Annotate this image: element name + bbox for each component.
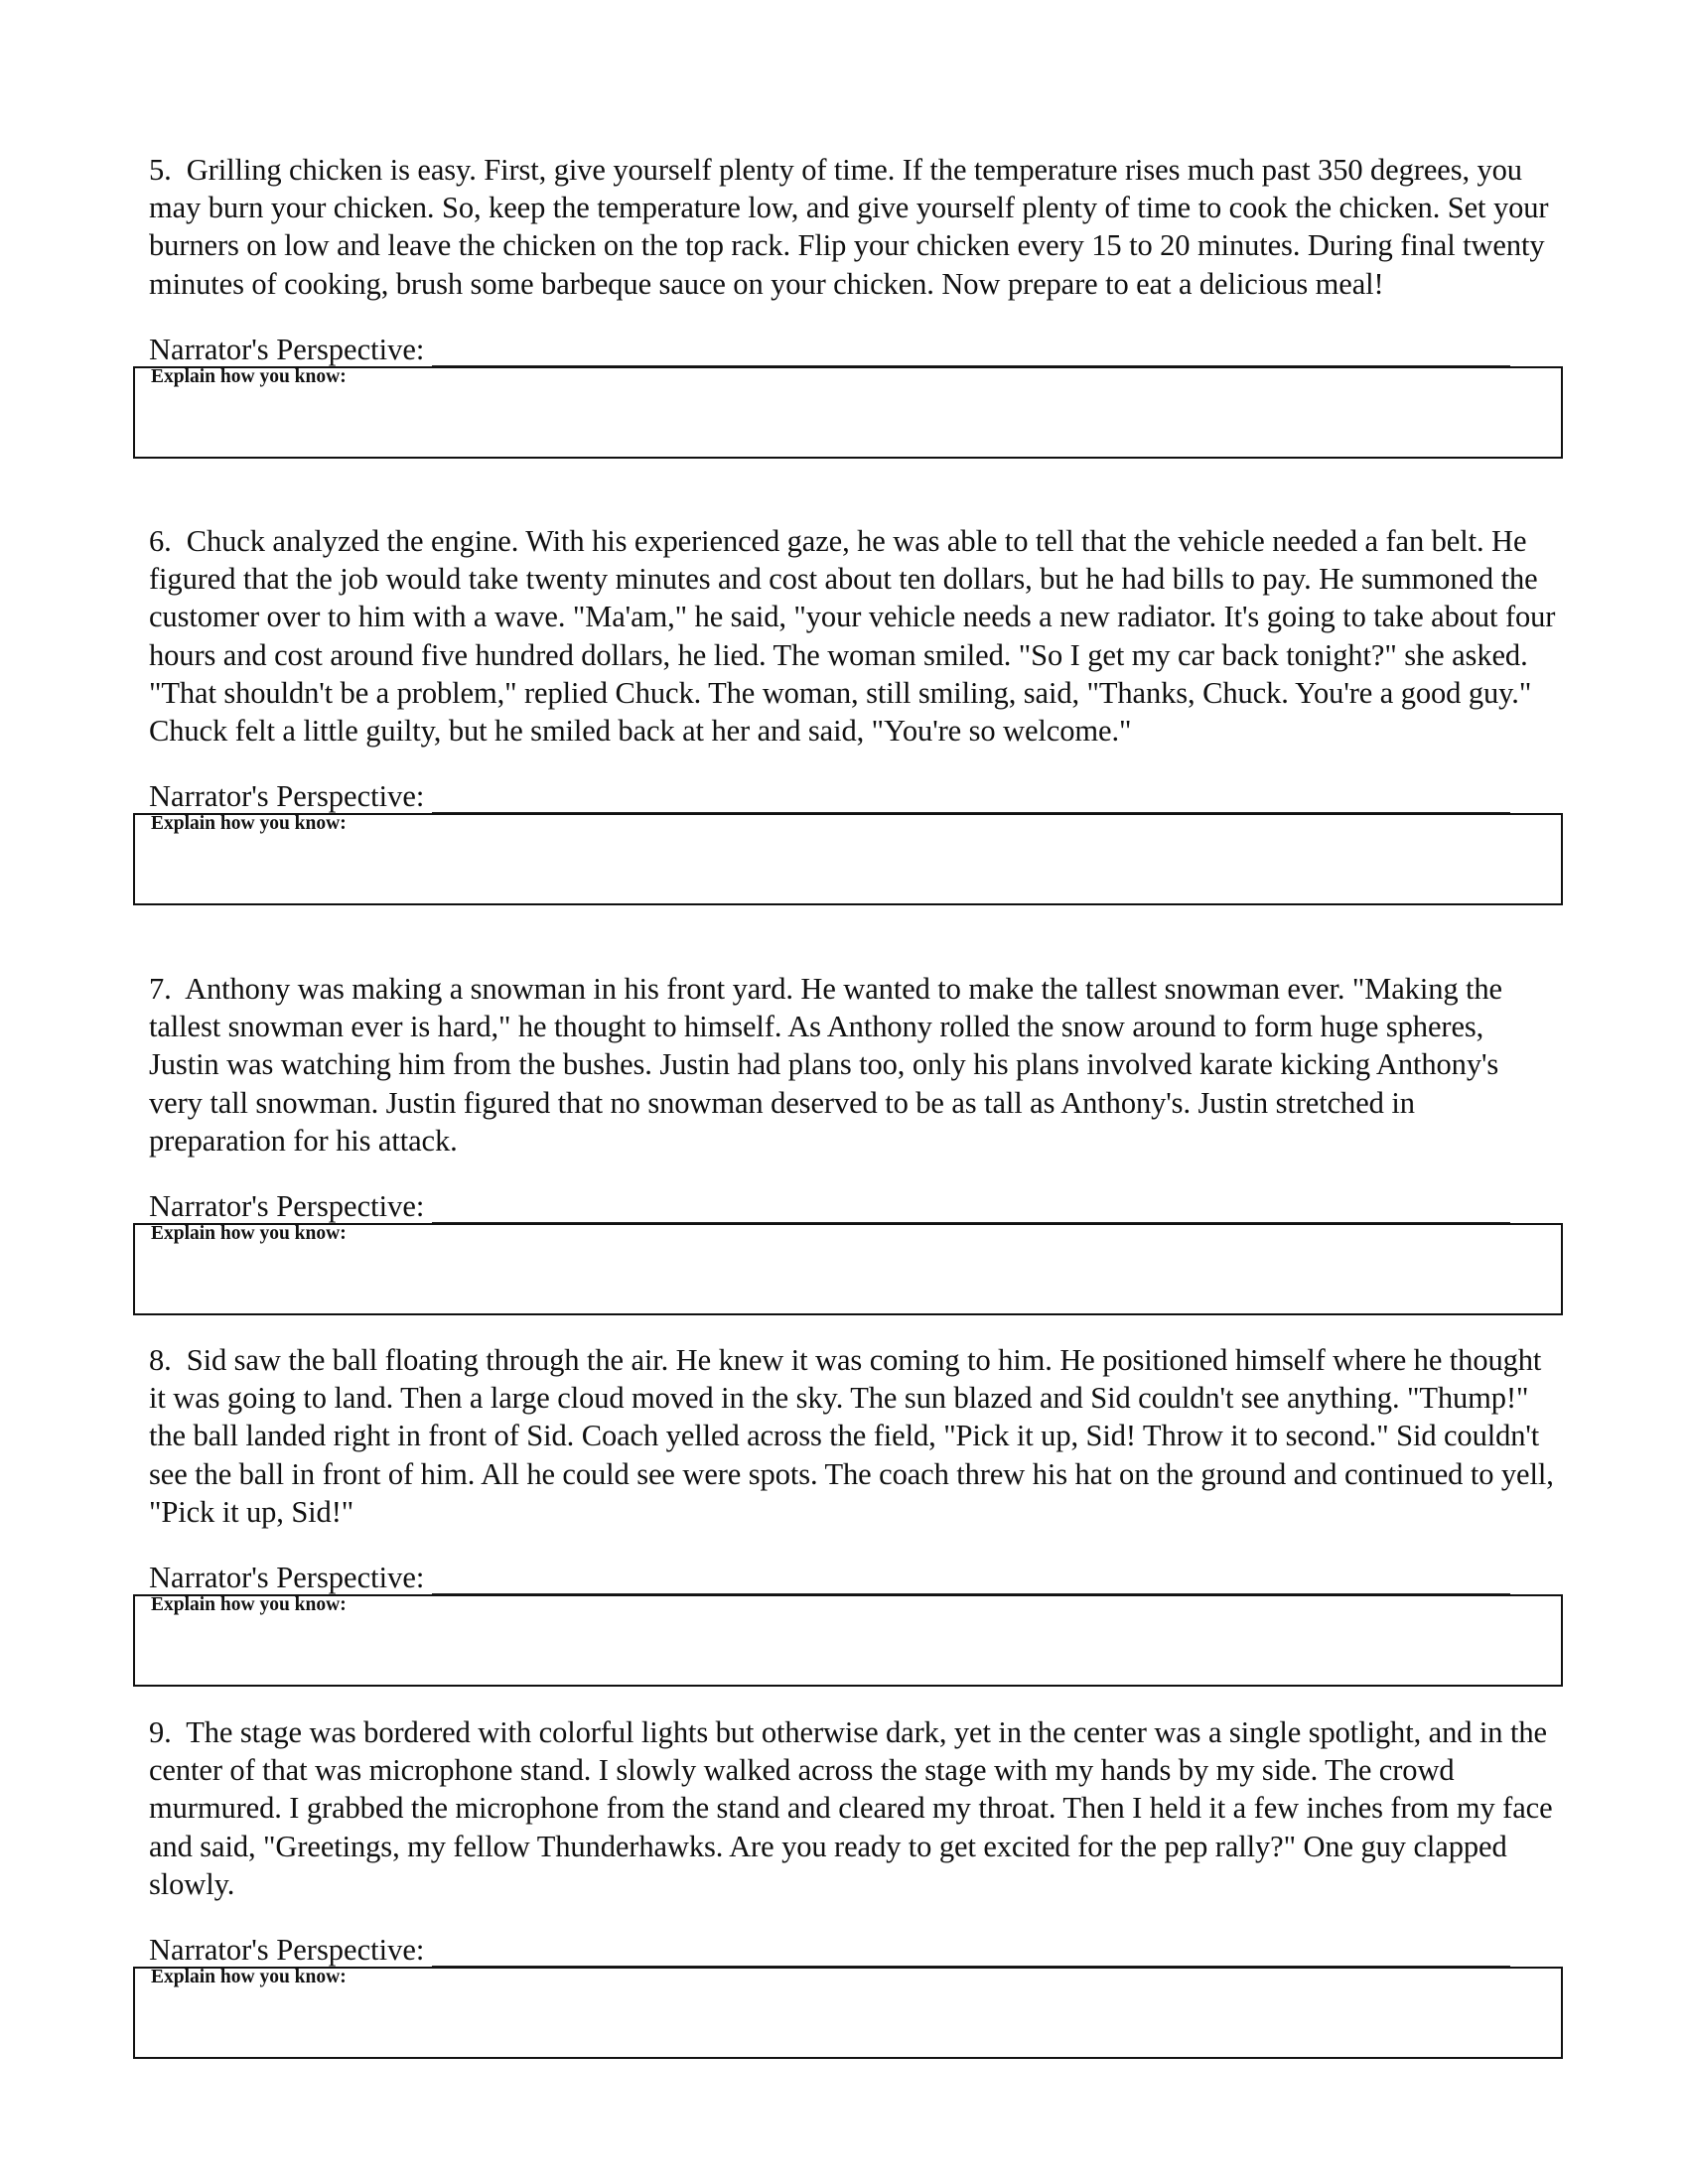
passage-text: Anthony was making a snowman in his front yard. He wanted to make the tallest snowman ever. "Making the tallest snowman ever is hard," he thought to himself. As Anthony rolled the snow around to form huge spheres, Justin was watching him from the bushes. Justin had plans too, only his plans involved karate kicking Anthony's very tall snowman. Justin figured that no snowman deserved to be as tall as Anthony's. Justin stretched in preparation for his attack.	[149, 972, 1502, 1158]
perspective-answer-line[interactable]	[432, 338, 1510, 366]
question-number: 8.	[149, 1343, 172, 1377]
perspective-label: Narrator's Perspective:	[149, 1561, 425, 1595]
question-number: 9.	[149, 1715, 172, 1749]
question-9	[133, 1713, 1565, 2059]
question-number: 6.	[149, 524, 172, 558]
passage-text: Sid saw the ball floating through the air. He knew it was coming to him. He positioned himself where he thought it was going to land. Then a large cloud moved in the sky. The sun blazed and Sid couldn't see anything. "Thump!" the ball landed right in front of Sid. Coach yelled across the field, "Pick it up, Sid! Throw it to second." Sid couldn't see the ball in front of him. All he could see were spots. The coach threw his hat on the ground and continued to yell, "Pick it up, Sid!"	[149, 1343, 1554, 1529]
passage-text: Chuck analyzed the engine. With his experienced gaze, he was able to tell that the vehicle needed a fan belt. He figured that the job would take twenty minutes and cost about ten dollars, but he had bills to pay. He summoned the customer over to him with a wave. "Ma'am," he said, "your vehicle needs a new radiator. It's going to take about four hours and cost around five hundred dollars, he lied. The woman smiled. "So I get my car back tonight?" she asked. "That shouldn't be a problem," replied Chuck. The woman, still smiling, said, "Thanks, Chuck. You're a good guy." Chuck felt a little guilty, but he smiled back at her and said, "You're so welcome."	[149, 524, 1556, 749]
question-passage	[149, 1341, 1559, 1531]
perspective-answer-line[interactable]	[432, 1938, 1510, 1967]
question-passage	[149, 151, 1559, 303]
question-passage	[149, 1713, 1559, 1903]
perspective-label: Narrator's Perspective:	[149, 332, 425, 366]
explain-answer-box[interactable]	[133, 366, 1563, 459]
perspective-answer-line[interactable]	[432, 784, 1510, 813]
perspective-row	[149, 1561, 1565, 1594]
explain-answer-box[interactable]	[133, 1967, 1563, 2059]
question-8	[133, 1341, 1565, 1687]
question-passage	[149, 970, 1559, 1160]
question-6	[133, 522, 1565, 905]
perspective-label: Narrator's Perspective:	[149, 779, 425, 814]
question-5	[133, 151, 1565, 459]
passage-text: The stage was bordered with colorful lights but otherwise dark, yet in the center was a single spotlight, and in the center of that was microphone stand. I slowly walked across the stage with my hands by my side. The crowd murmured. I grabbed the microphone from the stand and cleared my throat. Then I held it a few inches from my face and said, "Greetings, my fellow Thunderhawks. Are you ready to get excited for the pep rally?" One guy clapped slowly.	[149, 1715, 1553, 1901]
explain-label: Explain how you know:	[151, 813, 347, 835]
perspective-answer-line[interactable]	[432, 1566, 1510, 1594]
perspective-row	[149, 333, 1565, 366]
explain-label: Explain how you know:	[151, 1967, 347, 1988]
explain-label: Explain how you know:	[151, 1223, 347, 1245]
perspective-row	[149, 1933, 1565, 1967]
question-number: 5.	[149, 153, 172, 187]
explain-answer-box[interactable]	[133, 813, 1563, 905]
explain-label: Explain how you know:	[151, 365, 347, 387]
explain-answer-box[interactable]	[133, 1594, 1563, 1687]
question-number: 7.	[149, 972, 172, 1006]
perspective-row	[149, 1189, 1565, 1223]
question-7	[133, 970, 1565, 1315]
passage-text: Grilling chicken is easy. First, give yourself plenty of time. If the temperature rises much past 350 degrees, you may burn your chicken. So, keep the temperature low, and give yourself plenty of time to cook the chicken. Set your burners on low and leave the chicken on the top rack. Flip your chicken every 15 to 20 minutes. During final twenty minutes of cooking, brush some barbeque sauce on your chicken. Now prepare to eat a delicious meal!	[149, 153, 1549, 301]
explain-label: Explain how you know:	[151, 1594, 347, 1616]
perspective-label: Narrator's Perspective:	[149, 1189, 425, 1224]
explain-answer-box[interactable]	[133, 1223, 1563, 1315]
question-passage	[149, 522, 1559, 750]
perspective-answer-line[interactable]	[432, 1194, 1510, 1223]
perspective-label: Narrator's Perspective:	[149, 1933, 425, 1968]
perspective-row	[149, 779, 1565, 813]
